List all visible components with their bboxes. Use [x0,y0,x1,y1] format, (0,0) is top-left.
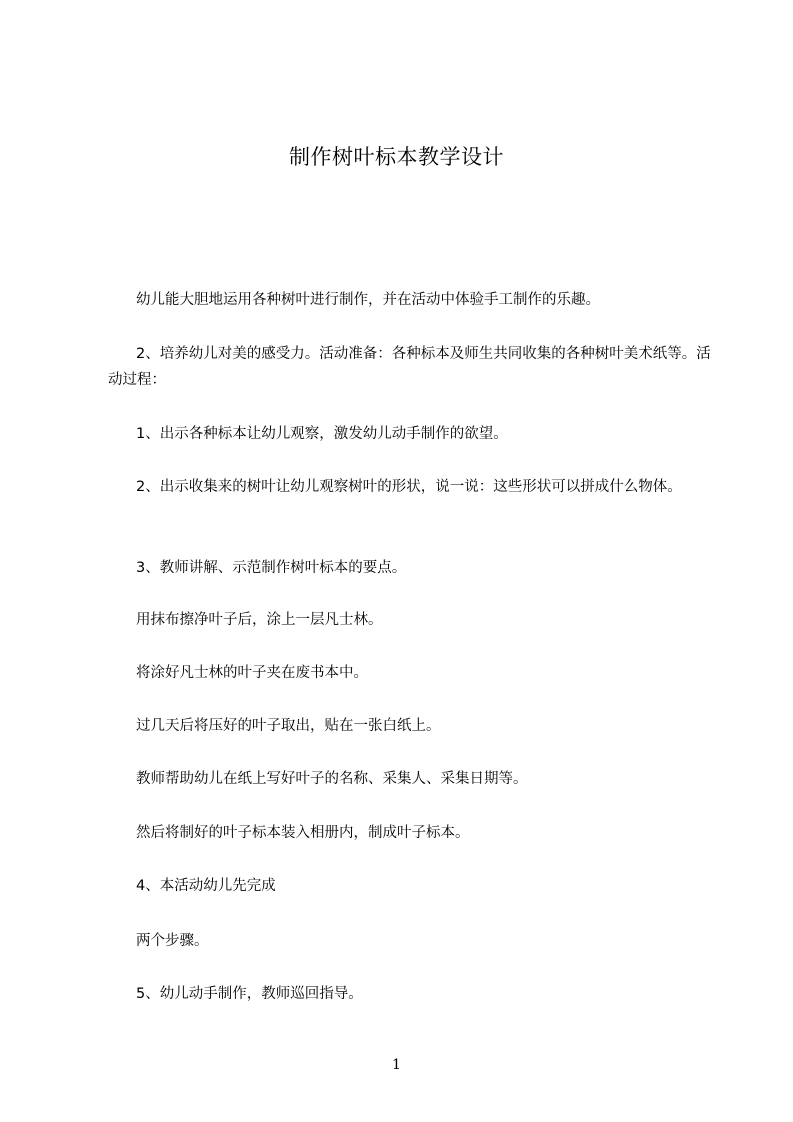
paragraph-2: 2、培养幼儿对美的感受力。活动准备：各种标本及师生共同收集的各种树叶美术纸等。活动过程： [108,346,711,388]
paragraph-1: 幼儿能大胆地运用各种树叶进行制作，并在活动中体验手工制作的乐趣。 [136,292,600,308]
paragraph-6: 用抹布擦净叶子后，涂上一层凡士林。 [136,612,383,628]
paragraph-4: 2、出示收集来的树叶让幼儿观察树叶的形状，说一说：这些形状可以拼成什么物体。 [136,479,682,495]
document-title: 制作树叶标本教学设计 [289,145,504,169]
paragraph-12: 两个步骤。 [136,933,209,949]
paragraph-7: 将涂好凡士林的叶子夹在废书本中。 [136,665,368,681]
paragraph-8: 过几天后将压好的叶子取出，贴在一张白纸上。 [136,718,441,734]
paragraph-3: 1、出示各种标本让幼儿观察，激发幼儿动手制作的欲望。 [136,426,508,442]
paragraph-5: 3、教师讲解、示范制作树叶标本的要点。 [136,560,407,576]
paragraph-10: 然后将制好的叶子标本装入相册内，制成叶子标本。 [136,825,470,841]
paragraph-13: 5、幼儿动手制作，教师巡回指导。 [136,986,363,1002]
page-number: 1 [392,1057,401,1073]
paragraph-11: 4、本活动幼儿先完成 [136,878,276,894]
paragraph-9: 教师帮助幼儿在纸上写好叶子的名称、采集人、采集日期等。 [136,771,528,787]
